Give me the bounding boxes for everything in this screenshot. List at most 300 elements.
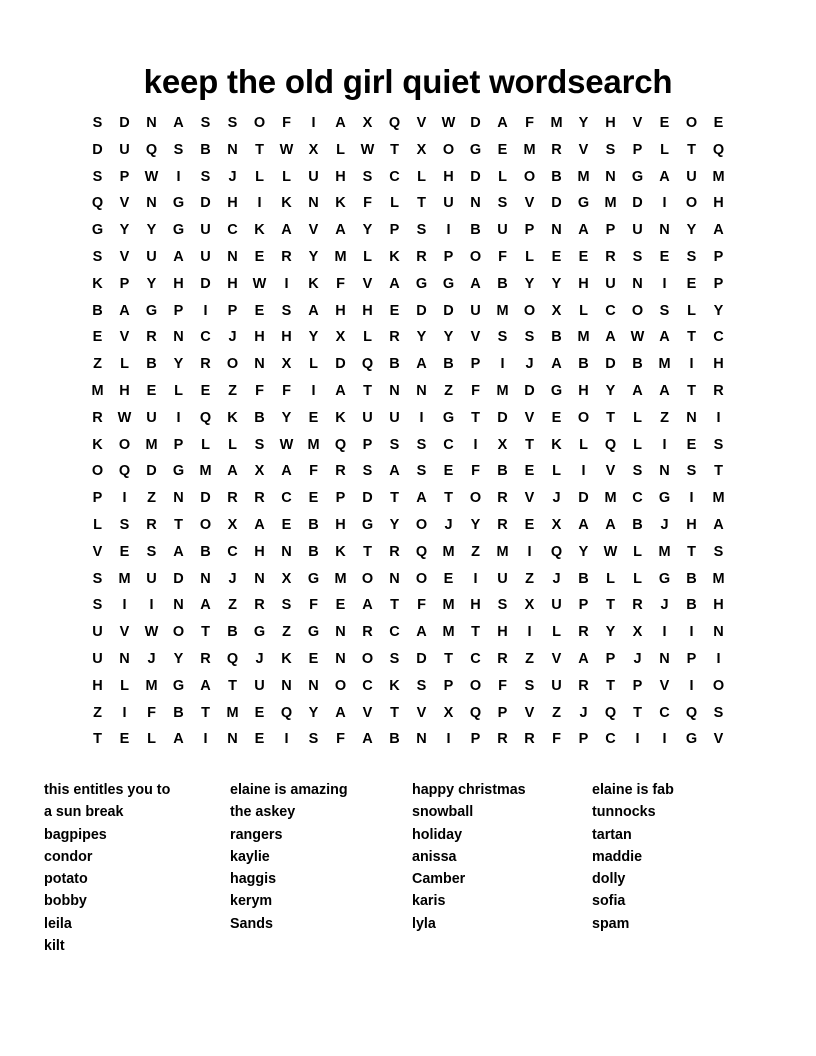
- grid-cell[interactable]: M: [145, 677, 158, 694]
- grid-cell[interactable]: H: [254, 329, 265, 346]
- grid-cell[interactable]: V: [713, 731, 724, 748]
- grid-cell[interactable]: T: [417, 195, 426, 212]
- grid-cell[interactable]: T: [687, 382, 696, 399]
- grid-cell[interactable]: L: [228, 436, 237, 453]
- grid-cell[interactable]: U: [389, 409, 400, 426]
- grid-cell[interactable]: H: [713, 356, 724, 373]
- grid-cell[interactable]: G: [442, 409, 455, 426]
- grid-cell[interactable]: K: [92, 275, 103, 292]
- grid-cell[interactable]: Q: [145, 141, 158, 158]
- grid-cell[interactable]: M: [496, 543, 509, 560]
- grid-cell[interactable]: F: [363, 195, 372, 212]
- grid-cell[interactable]: Y: [146, 222, 157, 239]
- grid-cell[interactable]: S: [362, 168, 373, 185]
- grid-cell[interactable]: Y: [470, 516, 481, 533]
- grid-cell[interactable]: K: [254, 222, 265, 239]
- grid-cell[interactable]: S: [227, 115, 238, 131]
- grid-cell[interactable]: S: [173, 141, 184, 158]
- grid-cell[interactable]: I: [122, 597, 127, 614]
- word-list-item[interactable]: holiday: [412, 826, 463, 843]
- grid-cell[interactable]: H: [281, 329, 292, 346]
- grid-cell[interactable]: A: [416, 624, 427, 641]
- word-list-item[interactable]: Camber: [412, 871, 466, 888]
- grid-cell[interactable]: E: [119, 731, 130, 748]
- grid-cell[interactable]: T: [390, 704, 399, 721]
- wordsearch-grid[interactable]: [84, 110, 732, 753]
- grid-cell[interactable]: V: [524, 195, 535, 212]
- grid-cell[interactable]: U: [308, 168, 319, 185]
- grid-cell[interactable]: E: [659, 115, 670, 131]
- grid-cell[interactable]: P: [578, 731, 589, 748]
- grid-cell[interactable]: A: [281, 222, 292, 239]
- grid-cell[interactable]: M: [118, 570, 131, 587]
- grid-cell[interactable]: G: [685, 731, 698, 748]
- grid-cell[interactable]: G: [253, 624, 266, 641]
- grid-cell[interactable]: M: [577, 329, 590, 346]
- grid-cell[interactable]: L: [201, 436, 210, 453]
- grid-cell[interactable]: F: [282, 382, 291, 399]
- grid-cell[interactable]: H: [119, 382, 130, 399]
- grid-cell[interactable]: H: [578, 275, 589, 292]
- grid-cell[interactable]: L: [498, 168, 507, 185]
- grid-cell[interactable]: U: [254, 677, 265, 694]
- grid-cell[interactable]: J: [444, 516, 453, 533]
- grid-cell[interactable]: A: [632, 382, 643, 399]
- grid-cell[interactable]: I: [635, 731, 640, 748]
- grid-cell[interactable]: E: [524, 516, 535, 533]
- grid-cell[interactable]: I: [473, 570, 478, 587]
- grid-cell[interactable]: O: [334, 677, 347, 694]
- grid-cell[interactable]: N: [254, 356, 265, 373]
- grid-cell[interactable]: N: [200, 570, 211, 587]
- grid-cell[interactable]: X: [254, 463, 265, 480]
- grid-cell[interactable]: A: [227, 463, 238, 480]
- word-list-item[interactable]: maddie: [592, 848, 643, 865]
- grid-cell[interactable]: D: [578, 490, 589, 507]
- grid-cell[interactable]: I: [149, 597, 154, 614]
- grid-cell[interactable]: P: [524, 222, 535, 239]
- grid-cell[interactable]: E: [659, 248, 670, 265]
- grid-cell[interactable]: W: [279, 141, 294, 158]
- grid-cell[interactable]: P: [605, 650, 616, 667]
- grid-cell[interactable]: L: [120, 356, 129, 373]
- grid-cell[interactable]: H: [173, 275, 184, 292]
- grid-cell[interactable]: C: [443, 436, 454, 453]
- grid-cell[interactable]: Y: [308, 248, 319, 265]
- grid-cell[interactable]: X: [497, 436, 508, 453]
- grid-cell[interactable]: L: [363, 248, 372, 265]
- grid-cell[interactable]: O: [253, 115, 266, 131]
- word-list-item[interactable]: karis: [412, 893, 446, 910]
- grid-cell[interactable]: B: [308, 543, 319, 560]
- grid-cell[interactable]: Y: [416, 329, 427, 346]
- grid-cell[interactable]: G: [172, 677, 185, 694]
- grid-cell[interactable]: N: [389, 570, 400, 587]
- grid-cell[interactable]: C: [470, 650, 481, 667]
- grid-cell[interactable]: B: [632, 516, 643, 533]
- grid-cell[interactable]: H: [335, 168, 346, 185]
- grid-cell[interactable]: N: [659, 222, 670, 239]
- grid-cell[interactable]: T: [444, 490, 453, 507]
- grid-cell[interactable]: O: [712, 677, 725, 694]
- grid-cell[interactable]: Q: [388, 115, 401, 131]
- grid-cell[interactable]: O: [91, 463, 104, 480]
- grid-cell[interactable]: S: [686, 248, 697, 265]
- grid-cell[interactable]: D: [632, 195, 643, 212]
- grid-cell[interactable]: Z: [660, 409, 669, 426]
- grid-cell[interactable]: Z: [228, 597, 237, 614]
- grid-cell[interactable]: T: [201, 704, 210, 721]
- grid-cell[interactable]: I: [662, 195, 667, 212]
- grid-cell[interactable]: I: [716, 650, 721, 667]
- grid-cell[interactable]: M: [658, 356, 671, 373]
- grid-cell[interactable]: I: [689, 677, 694, 694]
- word-list-item[interactable]: kaylie: [230, 848, 270, 865]
- grid-cell[interactable]: A: [659, 168, 670, 185]
- grid-cell[interactable]: M: [145, 436, 158, 453]
- grid-cell[interactable]: P: [470, 356, 481, 373]
- grid-cell[interactable]: S: [308, 731, 319, 748]
- grid-cell[interactable]: I: [176, 168, 181, 185]
- grid-cell[interactable]: R: [254, 490, 265, 507]
- grid-cell[interactable]: G: [145, 302, 158, 319]
- grid-cell[interactable]: I: [527, 543, 532, 560]
- grid-cell[interactable]: P: [632, 141, 643, 158]
- grid-cell[interactable]: B: [308, 516, 319, 533]
- word-list-item[interactable]: bobby: [44, 893, 87, 910]
- grid-cell[interactable]: S: [200, 168, 211, 185]
- grid-cell[interactable]: S: [281, 597, 292, 614]
- grid-cell[interactable]: A: [335, 382, 346, 399]
- grid-cell[interactable]: P: [227, 302, 238, 319]
- grid-cell[interactable]: B: [92, 302, 103, 319]
- grid-cell[interactable]: H: [605, 115, 616, 131]
- grid-cell[interactable]: M: [658, 543, 671, 560]
- grid-cell[interactable]: H: [92, 677, 103, 694]
- grid-cell[interactable]: K: [389, 248, 400, 265]
- grid-cell[interactable]: R: [497, 650, 508, 667]
- grid-cell[interactable]: M: [550, 115, 563, 131]
- grid-cell[interactable]: D: [416, 302, 427, 319]
- grid-cell[interactable]: Y: [443, 329, 454, 346]
- grid-cell[interactable]: D: [551, 195, 562, 212]
- grid-cell[interactable]: X: [227, 516, 238, 533]
- grid-cell[interactable]: F: [309, 597, 318, 614]
- grid-cell[interactable]: J: [255, 650, 264, 667]
- grid-cell[interactable]: R: [200, 356, 211, 373]
- grid-cell[interactable]: A: [713, 222, 724, 239]
- grid-cell[interactable]: E: [200, 382, 211, 399]
- grid-cell[interactable]: A: [335, 115, 346, 131]
- grid-cell[interactable]: W: [360, 141, 375, 158]
- grid-cell[interactable]: T: [363, 543, 372, 560]
- grid-cell[interactable]: O: [631, 302, 644, 319]
- grid-cell[interactable]: D: [173, 570, 184, 587]
- grid-cell[interactable]: G: [91, 222, 104, 239]
- grid-cell[interactable]: L: [282, 168, 291, 185]
- grid-cell[interactable]: L: [336, 141, 345, 158]
- grid-cell[interactable]: V: [362, 275, 373, 292]
- grid-cell[interactable]: A: [335, 704, 346, 721]
- grid-cell[interactable]: Q: [226, 650, 239, 667]
- grid-cell[interactable]: T: [255, 141, 264, 158]
- grid-cell[interactable]: L: [579, 436, 588, 453]
- grid-cell[interactable]: T: [525, 436, 534, 453]
- grid-cell[interactable]: I: [446, 731, 451, 748]
- grid-cell[interactable]: Y: [578, 115, 589, 131]
- grid-cell[interactable]: A: [497, 115, 508, 131]
- grid-cell[interactable]: R: [389, 543, 400, 560]
- word-list-item[interactable]: a sun break: [44, 804, 124, 821]
- grid-cell[interactable]: R: [227, 490, 238, 507]
- grid-cell[interactable]: H: [335, 516, 346, 533]
- grid-cell[interactable]: K: [281, 650, 292, 667]
- grid-cell[interactable]: Z: [282, 624, 291, 641]
- grid-cell[interactable]: T: [687, 543, 696, 560]
- grid-cell[interactable]: G: [307, 570, 320, 587]
- grid-cell[interactable]: E: [551, 409, 562, 426]
- grid-cell[interactable]: G: [361, 516, 374, 533]
- grid-cell[interactable]: R: [281, 248, 292, 265]
- grid-cell[interactable]: E: [389, 302, 400, 319]
- grid-cell[interactable]: Y: [605, 382, 616, 399]
- grid-cell[interactable]: S: [92, 570, 103, 587]
- grid-cell[interactable]: R: [146, 516, 157, 533]
- word-list-item[interactable]: haggis: [230, 871, 277, 888]
- grid-cell[interactable]: F: [336, 731, 345, 748]
- grid-cell[interactable]: X: [551, 516, 562, 533]
- grid-cell[interactable]: S: [146, 543, 157, 560]
- grid-cell[interactable]: I: [500, 356, 505, 373]
- grid-cell[interactable]: E: [254, 248, 265, 265]
- grid-cell[interactable]: M: [496, 302, 509, 319]
- grid-cell[interactable]: P: [713, 275, 724, 292]
- grid-cell[interactable]: X: [335, 329, 346, 346]
- grid-cell[interactable]: P: [389, 222, 400, 239]
- grid-cell[interactable]: V: [416, 704, 427, 721]
- grid-cell[interactable]: W: [144, 168, 159, 185]
- grid-cell[interactable]: P: [173, 436, 184, 453]
- grid-cell[interactable]: R: [497, 516, 508, 533]
- grid-cell[interactable]: E: [686, 275, 697, 292]
- grid-cell[interactable]: I: [122, 704, 127, 721]
- grid-cell[interactable]: N: [470, 195, 481, 212]
- grid-cell[interactable]: A: [200, 677, 211, 694]
- grid-cell[interactable]: Y: [173, 650, 184, 667]
- grid-cell[interactable]: N: [416, 382, 427, 399]
- grid-cell[interactable]: R: [389, 329, 400, 346]
- grid-cell[interactable]: N: [227, 141, 238, 158]
- grid-cell[interactable]: N: [308, 677, 319, 694]
- grid-cell[interactable]: A: [119, 302, 130, 319]
- grid-cell[interactable]: A: [416, 356, 427, 373]
- grid-cell[interactable]: A: [578, 516, 589, 533]
- grid-cell[interactable]: O: [172, 624, 185, 641]
- grid-cell[interactable]: N: [227, 248, 238, 265]
- grid-cell[interactable]: R: [416, 248, 427, 265]
- grid-cell[interactable]: G: [307, 624, 320, 641]
- grid-cell[interactable]: J: [633, 650, 642, 667]
- grid-cell[interactable]: N: [146, 115, 157, 131]
- grid-cell[interactable]: M: [91, 382, 104, 399]
- grid-cell[interactable]: D: [92, 141, 103, 158]
- word-list-item[interactable]: dolly: [592, 871, 626, 888]
- grid-cell[interactable]: B: [200, 543, 211, 560]
- word-list-item[interactable]: kerym: [230, 893, 273, 910]
- grid-cell[interactable]: N: [281, 543, 292, 560]
- grid-cell[interactable]: V: [119, 248, 130, 265]
- grid-cell[interactable]: H: [578, 382, 589, 399]
- grid-cell[interactable]: O: [523, 302, 536, 319]
- grid-cell[interactable]: E: [308, 650, 319, 667]
- grid-cell[interactable]: D: [200, 195, 211, 212]
- grid-cell[interactable]: S: [713, 436, 724, 453]
- grid-cell[interactable]: P: [632, 677, 643, 694]
- grid-cell[interactable]: B: [686, 570, 697, 587]
- grid-cell[interactable]: Q: [91, 195, 104, 212]
- grid-cell[interactable]: Y: [362, 222, 373, 239]
- grid-cell[interactable]: V: [605, 463, 616, 480]
- grid-cell[interactable]: W: [441, 115, 456, 131]
- grid-cell[interactable]: M: [442, 624, 455, 641]
- grid-cell[interactable]: L: [552, 463, 561, 480]
- grid-cell[interactable]: H: [713, 195, 724, 212]
- grid-cell[interactable]: B: [173, 704, 184, 721]
- grid-cell[interactable]: S: [92, 115, 103, 131]
- grid-cell[interactable]: A: [173, 731, 184, 748]
- grid-cell[interactable]: U: [200, 222, 211, 239]
- grid-cell[interactable]: O: [685, 115, 698, 131]
- grid-cell[interactable]: B: [578, 570, 589, 587]
- grid-cell[interactable]: J: [552, 570, 561, 587]
- grid-cell[interactable]: D: [119, 115, 130, 131]
- grid-cell[interactable]: Y: [389, 516, 400, 533]
- grid-cell[interactable]: N: [632, 275, 643, 292]
- grid-cell[interactable]: A: [362, 731, 373, 748]
- grid-cell[interactable]: S: [416, 436, 427, 453]
- grid-cell[interactable]: S: [281, 302, 292, 319]
- grid-cell[interactable]: C: [605, 302, 616, 319]
- grid-cell[interactable]: P: [605, 222, 616, 239]
- grid-cell[interactable]: S: [92, 168, 103, 185]
- grid-cell[interactable]: S: [686, 463, 697, 480]
- grid-cell[interactable]: A: [173, 115, 184, 131]
- grid-cell[interactable]: L: [309, 356, 318, 373]
- grid-cell[interactable]: T: [687, 141, 696, 158]
- grid-cell[interactable]: S: [92, 597, 103, 614]
- grid-cell[interactable]: R: [713, 382, 724, 399]
- grid-cell[interactable]: F: [552, 731, 561, 748]
- grid-cell[interactable]: F: [147, 704, 156, 721]
- grid-cell[interactable]: U: [605, 275, 616, 292]
- grid-cell[interactable]: K: [389, 677, 400, 694]
- grid-cell[interactable]: B: [389, 731, 400, 748]
- grid-cell[interactable]: N: [227, 731, 238, 748]
- grid-cell[interactable]: F: [255, 382, 264, 399]
- grid-cell[interactable]: Y: [146, 275, 157, 292]
- grid-cell[interactable]: Q: [469, 704, 482, 721]
- grid-cell[interactable]: M: [523, 141, 536, 158]
- word-list-item[interactable]: happy christmas: [412, 782, 526, 798]
- grid-cell[interactable]: T: [390, 141, 399, 158]
- grid-cell[interactable]: Q: [604, 436, 617, 453]
- grid-cell[interactable]: U: [443, 195, 454, 212]
- grid-cell[interactable]: P: [578, 597, 589, 614]
- grid-cell[interactable]: U: [470, 302, 481, 319]
- grid-cell[interactable]: K: [335, 195, 346, 212]
- grid-cell[interactable]: G: [658, 570, 671, 587]
- grid-cell[interactable]: D: [524, 382, 535, 399]
- grid-cell[interactable]: N: [335, 624, 346, 641]
- grid-cell[interactable]: T: [444, 650, 453, 667]
- grid-cell[interactable]: G: [577, 195, 590, 212]
- grid-cell[interactable]: K: [551, 436, 562, 453]
- grid-cell[interactable]: Z: [147, 490, 156, 507]
- grid-cell[interactable]: H: [227, 195, 238, 212]
- word-list-item[interactable]: this entitles you to: [44, 782, 171, 798]
- grid-cell[interactable]: B: [146, 356, 157, 373]
- grid-cell[interactable]: C: [389, 624, 400, 641]
- grid-cell[interactable]: I: [662, 275, 667, 292]
- grid-cell[interactable]: A: [200, 597, 211, 614]
- grid-cell[interactable]: Q: [199, 409, 212, 426]
- grid-cell[interactable]: Z: [525, 570, 534, 587]
- grid-cell[interactable]: U: [497, 570, 508, 587]
- grid-cell[interactable]: S: [254, 436, 265, 453]
- grid-cell[interactable]: R: [362, 624, 373, 641]
- grid-cell[interactable]: O: [469, 490, 482, 507]
- grid-cell[interactable]: F: [417, 597, 426, 614]
- word-list-item[interactable]: condor: [44, 848, 93, 865]
- grid-cell[interactable]: P: [335, 490, 346, 507]
- grid-cell[interactable]: Y: [308, 329, 319, 346]
- grid-cell[interactable]: S: [497, 195, 508, 212]
- grid-cell[interactable]: T: [606, 409, 615, 426]
- grid-cell[interactable]: L: [120, 677, 129, 694]
- grid-cell[interactable]: K: [335, 543, 346, 560]
- grid-cell[interactable]: L: [660, 141, 669, 158]
- grid-cell[interactable]: S: [416, 463, 427, 480]
- grid-cell[interactable]: M: [334, 248, 347, 265]
- grid-cell[interactable]: P: [497, 704, 508, 721]
- grid-cell[interactable]: L: [93, 516, 102, 533]
- grid-cell[interactable]: T: [93, 731, 102, 748]
- grid-cell[interactable]: H: [362, 302, 373, 319]
- grid-cell[interactable]: D: [416, 650, 427, 667]
- grid-cell[interactable]: V: [524, 490, 535, 507]
- grid-cell[interactable]: O: [415, 570, 428, 587]
- grid-cell[interactable]: I: [176, 409, 181, 426]
- grid-cell[interactable]: J: [579, 704, 588, 721]
- grid-cell[interactable]: O: [577, 409, 590, 426]
- grid-cell[interactable]: L: [552, 624, 561, 641]
- grid-cell[interactable]: D: [335, 356, 346, 373]
- grid-cell[interactable]: F: [471, 463, 480, 480]
- grid-cell[interactable]: A: [173, 543, 184, 560]
- grid-cell[interactable]: H: [470, 597, 481, 614]
- grid-cell[interactable]: O: [523, 168, 536, 185]
- grid-cell[interactable]: V: [632, 115, 643, 131]
- word-list-item[interactable]: potato: [44, 871, 88, 888]
- grid-cell[interactable]: I: [203, 731, 208, 748]
- grid-cell[interactable]: H: [713, 597, 724, 614]
- grid-cell[interactable]: P: [686, 650, 697, 667]
- grid-cell[interactable]: T: [606, 597, 615, 614]
- grid-cell[interactable]: B: [389, 356, 400, 373]
- grid-cell[interactable]: Q: [604, 704, 617, 721]
- grid-cell[interactable]: Y: [281, 409, 292, 426]
- grid-cell[interactable]: G: [172, 222, 185, 239]
